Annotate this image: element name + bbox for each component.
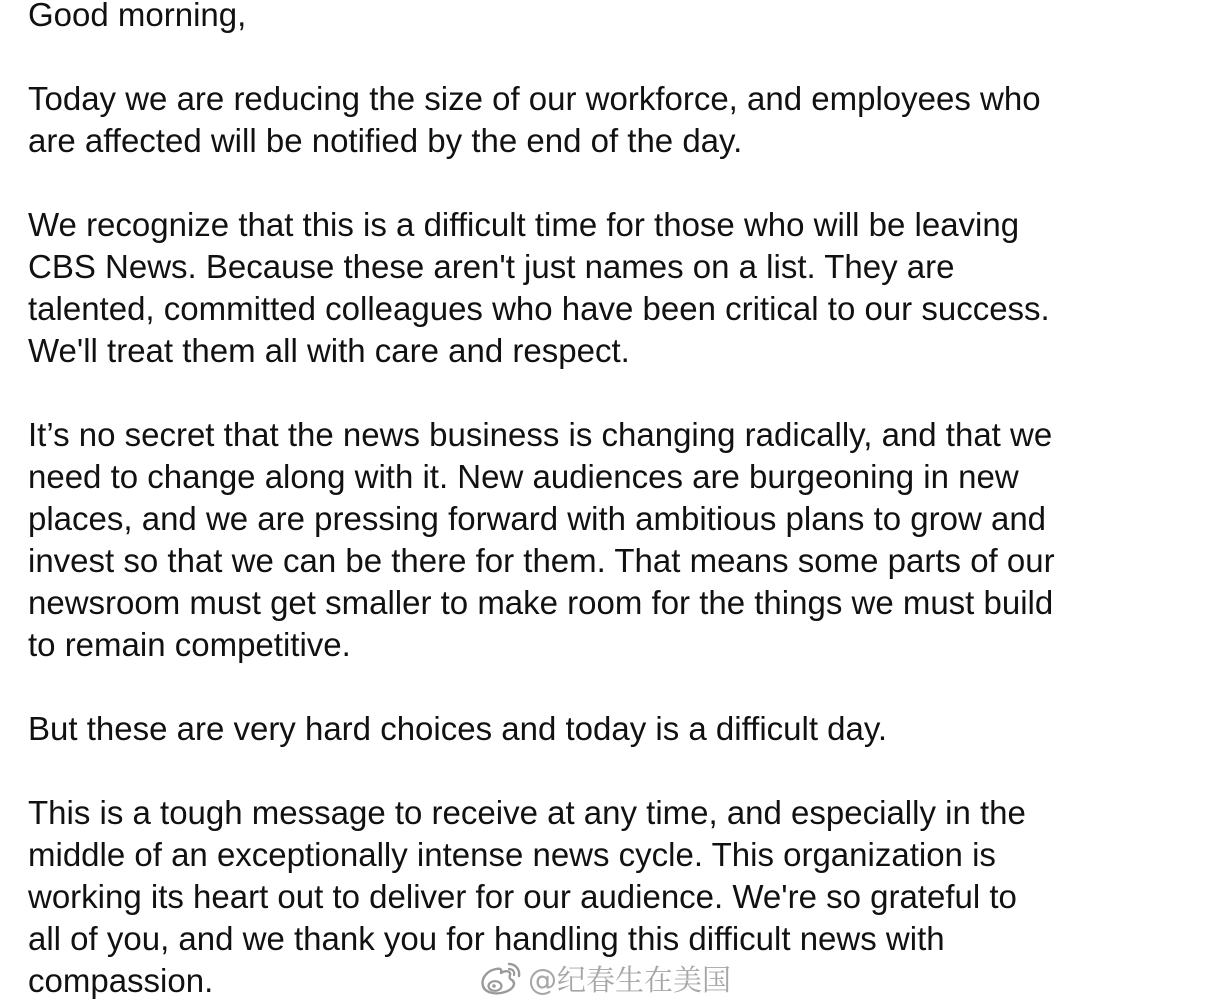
paragraph-gap [28, 666, 1220, 708]
paragraph-2-line-4: We'll treat them all with care and respect. [28, 332, 630, 369]
paragraph-3-line-6: to remain competitive. [28, 626, 351, 663]
paragraph-3-line-3: places, and we are pressing forward with ambitious plans to grow and [28, 500, 1047, 537]
paragraph-3-line-2: need to change along with it. New audiences are burgeoning in new [28, 458, 1019, 495]
paragraph-2-line-2: CBS News. Because these aren't just names on a list. They are [28, 248, 955, 285]
paragraph-gap [28, 36, 1220, 78]
paragraph-4-line-1: But these are very hard choices and today is a difficult day. [28, 710, 888, 747]
paragraph-2-line-3: talented, committed colleagues who have been critical to our success. [28, 290, 1050, 327]
memo-body [28, 0, 1220, 1002]
paragraph-gap [28, 750, 1220, 792]
paragraph-3-line-1: It’s no secret that the news business is changing radically, and that we [28, 416, 1053, 453]
weibo-logo-icon [478, 959, 524, 997]
paragraph-5-line-4: all of you, and we thank you for handling this difficult news with [28, 920, 945, 957]
paragraph-3 [28, 414, 1220, 666]
paragraph-3-line-4: invest so that we can be there for them. That means some parts of our [28, 542, 1055, 579]
paragraph-5-line-3: working its heart out to deliver for our audience. We're so grateful to [28, 878, 1017, 915]
paragraph-5-line-5: compassion. [28, 962, 214, 999]
paragraph-1-line-1: Today we are reducing the size of our workforce, and employees who [28, 80, 1041, 117]
watermark-text: @纪春生在美国 [528, 962, 732, 997]
paragraph-gap [28, 372, 1220, 414]
paragraph-5-line-1: This is a tough message to receive at any time, and especially in the [28, 794, 1026, 831]
paragraph-gap [28, 162, 1220, 204]
paragraph-2 [28, 204, 1220, 372]
paragraph-3-line-5: newsroom must get smaller to make room for the things we must build [28, 584, 1054, 621]
greeting-line: Good morning, [28, 0, 247, 33]
paragraph-1 [28, 78, 1220, 162]
greeting [28, 0, 1220, 36]
paragraph-2-line-1: We recognize that this is a difficult time for those who will be leaving [28, 206, 1020, 243]
paragraph-1-line-2: are affected will be notified by the end of the day. [28, 122, 743, 159]
paragraph-5-line-2: middle of an exceptionally intense news cycle. This organization is [28, 836, 996, 873]
paragraph-4 [28, 708, 1220, 750]
watermark [478, 958, 731, 998]
